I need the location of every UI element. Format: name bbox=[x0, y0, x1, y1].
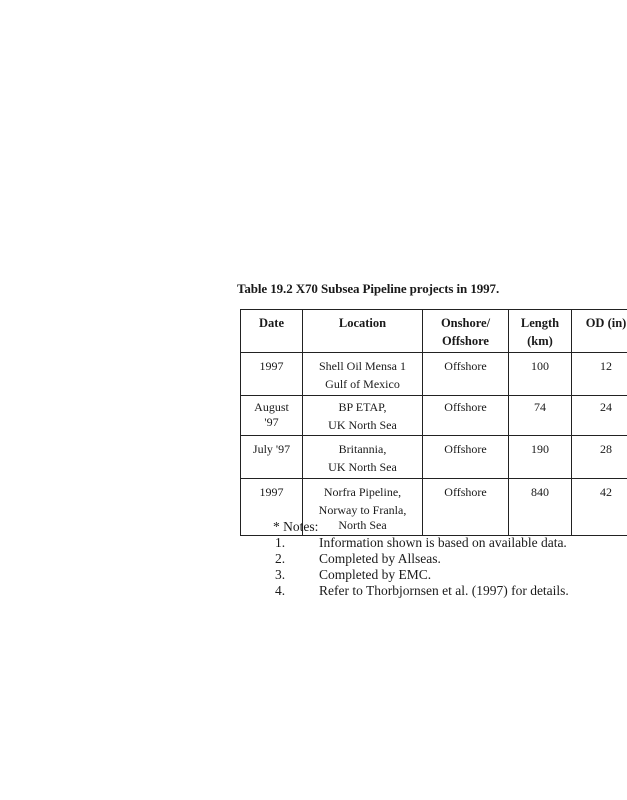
cell-onshore-offshore: Offshore bbox=[423, 396, 509, 436]
cell-onshore-offshore: Offshore bbox=[423, 353, 509, 396]
table-caption: Table 19.2 X70 Subsea Pipeline projects in 1997. bbox=[237, 281, 500, 296]
cell-location: Norfra Pipeline, Norway to Franla, North Sea bbox=[303, 479, 423, 536]
cell-od: 28 bbox=[572, 436, 627, 479]
cell-length: 190 bbox=[509, 436, 572, 479]
cell-od: 24 bbox=[572, 396, 627, 436]
cell-date: July '97 bbox=[241, 436, 303, 479]
cell-location: Britannia, UK North Sea bbox=[303, 436, 423, 479]
cell-onshore-offshore: Offshore bbox=[423, 436, 509, 479]
cell-location: BP ETAP, UK North Sea bbox=[303, 396, 423, 436]
cell-od: 12 bbox=[572, 353, 627, 396]
cell-date: 1997 bbox=[241, 353, 303, 396]
header-length: Length (km) bbox=[509, 310, 572, 353]
notes-title: * Notes: bbox=[273, 519, 319, 534]
cell-length: 74 bbox=[509, 396, 572, 436]
cell-date: August '97 bbox=[241, 396, 303, 436]
note-text: Completed by EMC. bbox=[319, 567, 432, 582]
note-text: Completed by Allseas. bbox=[319, 551, 441, 566]
pipeline-projects-table bbox=[240, 309, 627, 536]
table-row bbox=[241, 353, 627, 396]
note-text: Information shown is based on available data. bbox=[319, 535, 567, 550]
note-item bbox=[273, 535, 569, 551]
note-number: 1. bbox=[275, 535, 286, 550]
table-header-row bbox=[241, 310, 627, 353]
pipeline-table-container bbox=[240, 309, 627, 536]
note-item bbox=[273, 583, 569, 599]
note-number: 2. bbox=[275, 551, 286, 566]
cell-location: Shell Oil Mensa 1 Gulf of Mexico bbox=[303, 353, 423, 396]
cell-length: 840 bbox=[509, 479, 572, 536]
note-number: 4. bbox=[275, 583, 286, 598]
note-item bbox=[273, 567, 569, 583]
table-notes bbox=[273, 519, 569, 599]
cell-length: 100 bbox=[509, 353, 572, 396]
header-onshore-offshore: Onshore/ Offshore bbox=[423, 310, 509, 353]
header-od: OD (in) bbox=[572, 310, 627, 353]
note-text: Refer to Thorbjornsen et al. (1997) for details. bbox=[319, 583, 569, 598]
cell-od: 42 bbox=[572, 479, 627, 536]
table-row bbox=[241, 396, 627, 436]
cell-date: 1997 bbox=[241, 479, 303, 536]
header-location: Location bbox=[303, 310, 423, 353]
note-number: 3. bbox=[275, 567, 286, 582]
note-item bbox=[273, 551, 569, 567]
header-date: Date bbox=[241, 310, 303, 353]
table-row bbox=[241, 436, 627, 479]
cell-onshore-offshore: Offshore bbox=[423, 479, 509, 536]
